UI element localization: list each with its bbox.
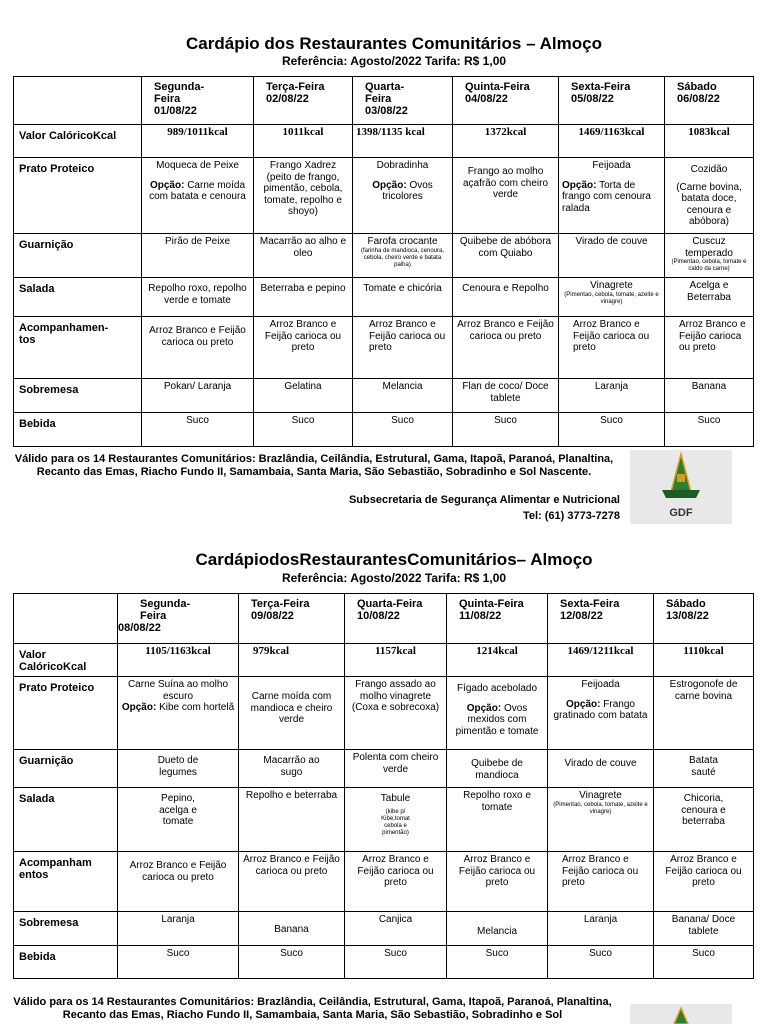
row-label: Salada	[14, 278, 142, 317]
kcal-cell: 1157kcal	[345, 644, 447, 677]
valid-restaurants-text-2: Válido para os 14 Restaurantes Comunitários: Brazlândia, Ceilândia, Estrutural, Gama, Itapoã, Paranoá, Planaltina, Recanto das Emas, Riacho Fundo II, Samambaia, Santa Maria, São Sebastião, Sobradinho e Sol	[13, 996, 612, 1021]
bebida-cell: Suco	[254, 413, 353, 447]
day-header: Quarta-Feira 10/08/22	[345, 594, 447, 644]
acomp-cell: Arroz Branco e Feijão carioca ou preto	[142, 317, 254, 379]
salada-cell: Repolho roxo, repolho verde e tomate	[142, 278, 254, 317]
row-label: Guarnição	[14, 234, 142, 278]
kcal-cell: 1469/1211kcal	[548, 644, 654, 677]
bebida-row	[14, 413, 754, 447]
guarnicao-cell: Batata sauté	[654, 750, 754, 788]
guarnicao-cell: Polenta com cheiro verde	[345, 750, 447, 788]
header-row	[14, 594, 754, 644]
week1-title: Cardápio dos Restaurantes Comunitários – Almoço	[186, 34, 602, 53]
salada-cell: Repolho e beterraba	[239, 788, 345, 852]
row-label: Acompanhamen- tos	[14, 317, 142, 379]
sobremesa-row	[14, 379, 754, 413]
week2-subtitle: Referência: Agosto/2022 Tarifa: R$ 1,00	[281, 571, 507, 585]
acomp-row	[14, 317, 754, 379]
acomp-cell: Arroz Branco e Feijão carioca ou preto	[453, 317, 559, 379]
sobremesa-cell: Laranja	[559, 379, 665, 413]
prato-cell: Dobradinha Opção: Ovos tricolores	[353, 158, 453, 234]
gdf-logo-2	[630, 1004, 732, 1024]
corner-cell	[14, 77, 142, 125]
kcal-cell: 1011kcal	[254, 125, 353, 158]
bebida-cell: Suco	[239, 946, 345, 979]
guarnicao-cell: Virado de couve	[548, 750, 654, 788]
sobremesa-cell: Canjica	[345, 912, 447, 946]
salada-cell: Vinagrete (Pimentao, cebola, tomate, azeite e vinagre)	[559, 278, 665, 317]
salada-cell: Acelga e Beterraba	[665, 278, 754, 317]
salada-cell: Tomate e chicória	[353, 278, 453, 317]
kcal-cell: 1083kcal	[665, 125, 754, 158]
acomp-cell: Arroz Branco e Feijão carioca ou preto	[548, 852, 654, 912]
salada-cell: Beterraba e pepino	[254, 278, 353, 317]
guarnicao-cell: Pirão de Peixe	[142, 234, 254, 278]
day-header: Segunda- Feira 08/08/22	[118, 594, 239, 644]
kcal-cell: 1214kcal	[447, 644, 548, 677]
valid-restaurants-text: Válido para os 14 Restaurantes Comunitários: Brazlândia, Ceilândia, Estrutural, Gama, Itapoã, Paranoá, Planaltina, Recanto das Emas, Riacho Fundo II, Samambaia, Santa Maria, São Sebastião, Sobradinho e Sol Nascente.	[14, 453, 614, 478]
salada-row	[14, 278, 754, 317]
kcal-cell: 1105/1163kcal	[118, 644, 239, 677]
kcal-row	[14, 644, 754, 677]
prato-cell: Carne Suína ao molho escuro Opção: Kibe com hortelã	[118, 677, 239, 750]
bebida-cell: Suco	[559, 413, 665, 447]
bebida-row	[14, 946, 754, 979]
day-header: Sábado 06/08/22	[665, 77, 754, 125]
bebida-cell: Suco	[447, 946, 548, 979]
row-label: Sobremesa	[14, 379, 142, 413]
row-label: Prato Proteico	[14, 677, 118, 750]
day-header: Quinta-Feira 11/08/22	[447, 594, 548, 644]
row-label: Sobremesa	[14, 912, 118, 946]
salada-cell: Chicoria, cenoura e beterraba	[654, 788, 754, 852]
sobremesa-cell: Flan de coco/ Doce tablete	[453, 379, 559, 413]
guarnicao-cell: Cuscuz temperado (Pimentao, cebola, tomate e caldo da carne)	[665, 234, 754, 278]
guarnicao-cell: Quibebe de mandioca	[447, 750, 548, 788]
row-label: Valor CalóricoKcal	[14, 644, 118, 677]
day-header: Sexta-Feira 12/08/22	[548, 594, 654, 644]
salada-cell: Cenoura e Repolho	[453, 278, 559, 317]
kcal-cell: 989/1011kcal	[142, 125, 254, 158]
prato-cell: Moqueca de Peixe Opção: Carne moída com batata e cenoura	[142, 158, 254, 234]
day-header: Terça-Feira 09/08/22	[239, 594, 345, 644]
prato-cell: Frango Xadrez (peito de frango, pimentão, cebola, tomate, repolho e shoyo)	[254, 158, 353, 234]
prato-row	[14, 677, 754, 750]
bebida-cell: Suco	[665, 413, 754, 447]
row-label: Valor CalóricoKcal	[14, 125, 142, 158]
bebida-cell: Suco	[453, 413, 559, 447]
day-header: Sexta-Feira 05/08/22	[559, 77, 665, 125]
guarnicao-cell: Macarrão ao sugo	[239, 750, 345, 788]
acomp-cell: Arroz Branco e Feijão carioca ou preto	[559, 317, 665, 379]
row-label: Bebida	[14, 413, 142, 447]
sobremesa-cell: Laranja	[118, 912, 239, 946]
bebida-cell: Suco	[142, 413, 254, 447]
sobremesa-cell: Melancia	[447, 912, 548, 946]
row-label: Acompanham entos	[14, 852, 118, 912]
row-label: Bebida	[14, 946, 118, 979]
sobremesa-row	[14, 912, 754, 946]
prato-cell: Feijoada Opção: Frango gratinado com batata	[548, 677, 654, 750]
sobremesa-cell: Laranja	[548, 912, 654, 946]
day-header: Quinta-Feira 04/08/22	[453, 77, 559, 125]
org-name: Subsecretaria de Segurança Alimentar e Nutricional	[348, 494, 620, 506]
acomp-cell: Arroz Branco e Feijão carioca ou preto	[345, 852, 447, 912]
day-header: Segunda- Feira 01/08/22	[142, 77, 254, 125]
prato-cell: Carne moída com mandioca e cheiro verde	[239, 677, 345, 750]
bebida-cell: Suco	[345, 946, 447, 979]
prato-cell: Fígado acebolado Opção: Ovos mexidos com pimentão e tomate	[447, 677, 548, 750]
salada-cell: Tabule (kibe p/ Kibe,tomat cebola e pimentão)	[345, 788, 447, 852]
kcal-cell: 1372kcal	[453, 125, 559, 158]
sobremesa-cell: Pokan/ Laranja	[142, 379, 254, 413]
sobremesa-cell: Banana/ Doce tablete	[654, 912, 754, 946]
sobremesa-cell: Banana	[665, 379, 754, 413]
prato-cell: Frango ao molho açafrão com cheiro verde	[453, 158, 559, 234]
acomp-cell: Arroz Branco e Feijão carioca ou preto	[353, 317, 453, 379]
row-label: Salada	[14, 788, 118, 852]
org-phone: Tel: (61) 3773-7278	[522, 510, 620, 522]
acomp-row	[14, 852, 754, 912]
salada-cell: Vinagrete (Pimentao, cebola, tomate, azeite e vinagre)	[548, 788, 654, 852]
sobremesa-cell: Banana	[239, 912, 345, 946]
prato-cell: Feijoada Opção: Torta de frango com cenoura ralada	[559, 158, 665, 234]
acomp-cell: Arroz Branco e Feijão carioca ou preto	[118, 852, 239, 912]
salada-cell: Pepino, acelga e tomate	[118, 788, 239, 852]
acomp-cell: Arroz Branco e Feijão carioca ou preto	[665, 317, 754, 379]
day-header: Terça-Feira 02/08/22	[254, 77, 353, 125]
row-label: Prato Proteico	[14, 158, 142, 234]
prato-cell: Cozidão (Carne bovina, batata doce, cenoura e abóbora)	[665, 158, 754, 234]
prato-cell: Estrogonofe de carne bovina	[654, 677, 754, 750]
week2-menu-table	[13, 593, 754, 979]
guarnicao-cell: Dueto de legumes	[118, 750, 239, 788]
guarnicao-cell: Quibebe de abóbora com Quiabo	[453, 234, 559, 278]
week1-menu-table	[13, 76, 754, 447]
day-header: Sábado 13/08/22	[654, 594, 754, 644]
guarnicao-cell: Virado de couve	[559, 234, 665, 278]
kcal-cell: 1398/1135 kcal	[353, 125, 453, 158]
acomp-cell: Arroz Branco e Feijão carioca ou preto	[447, 852, 548, 912]
kcal-cell: 1469/1163kcal	[559, 125, 665, 158]
salada-cell: Repolho roxo e tomate	[447, 788, 548, 852]
row-label: Guarnição	[14, 750, 118, 788]
prato-row	[14, 158, 754, 234]
acomp-cell: Arroz Branco e Feijão carioca ou preto	[654, 852, 754, 912]
kcal-cell: 979kcal	[239, 644, 345, 677]
guarnicao-cell: Macarrão ao alho e oleo	[254, 234, 353, 278]
kcal-cell: 1110kcal	[654, 644, 754, 677]
bebida-cell: Suco	[548, 946, 654, 979]
kcal-row	[14, 125, 754, 158]
acomp-cell: Arroz Branco e Feijão carioca ou preto	[254, 317, 353, 379]
bebida-cell: Suco	[353, 413, 453, 447]
bebida-cell: Suco	[118, 946, 239, 979]
week1-subtitle: Referência: Agosto/2022 Tarifa: R$ 1,00	[281, 54, 507, 68]
guarnicao-cell: Farofa crocante (farinha de mandioca, cenoura, cebola, cheiro verde e batata palha)	[353, 234, 453, 278]
week2-title: CardápiodosRestaurantesComunitários– Almoço	[195, 550, 593, 569]
prato-cell: Frango assado ao molho vinagrete (Coxa e sobrecoxa)	[345, 677, 447, 750]
sobremesa-cell: Gelatina	[254, 379, 353, 413]
sobremesa-cell: Melancia	[353, 379, 453, 413]
guarnicao-row	[14, 750, 754, 788]
gdf-logo	[630, 450, 732, 524]
salada-row	[14, 788, 754, 852]
guarnicao-row	[14, 234, 754, 278]
svg-text:GDF: GDF	[669, 507, 693, 519]
corner-cell	[14, 594, 118, 644]
day-header: Quarta- Feira 03/08/22	[353, 77, 453, 125]
bebida-cell: Suco	[654, 946, 754, 979]
header-row	[14, 77, 754, 125]
acomp-cell: Arroz Branco e Feijão carioca ou preto	[239, 852, 345, 912]
